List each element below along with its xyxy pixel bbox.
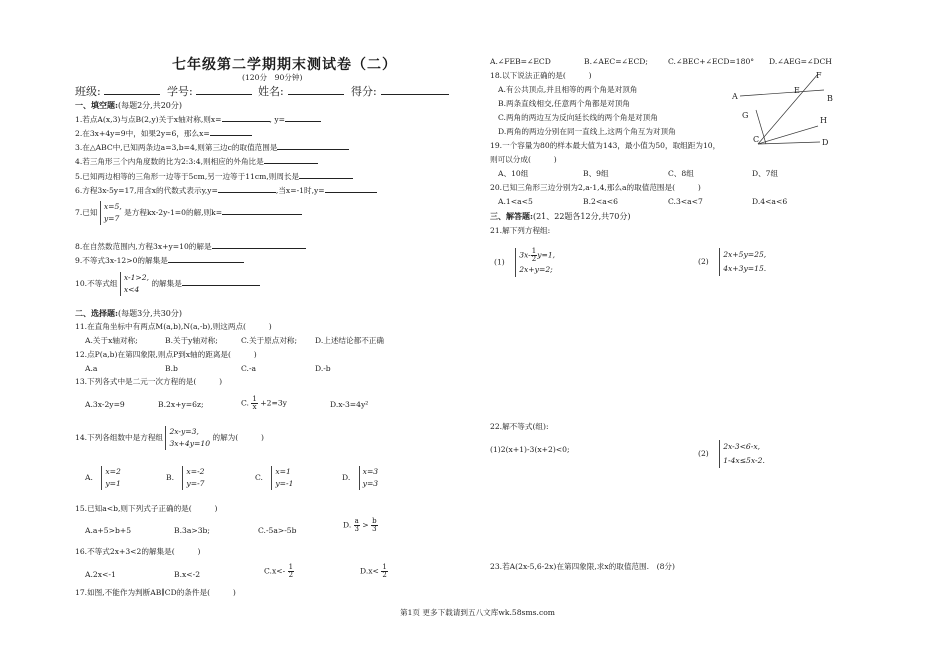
label-e: E	[794, 86, 800, 95]
q11-option-a: A.关于x轴对称;	[85, 336, 138, 345]
q14-a-system	[101, 466, 120, 490]
label-c: C	[753, 135, 760, 144]
q17-option-b: B.∠AEC=∠ECD;	[584, 57, 648, 66]
no-blank	[196, 86, 252, 95]
q14-text-a: 14.下列各组数中是方程组	[75, 433, 164, 442]
q21-p2-eq2: 4x+3y=15.	[723, 264, 767, 273]
q18-option-a: A.有公共顶点,并且相等的两个角是对顶角	[498, 85, 638, 94]
question-6	[75, 184, 377, 195]
q17-option-c: C.∠BEC+∠ECD=180°	[668, 57, 755, 66]
question-19-line1: 19.一个容量为80的样本最大值为143，最小值为50，取组距为10，	[490, 141, 721, 150]
label-h: H	[820, 116, 827, 125]
q5-text: 5.已知两边相等的三角形一边等于5cm,另一边等于11cm,则周长是	[75, 172, 300, 181]
q20-option-c: C.3<a<7	[668, 197, 703, 206]
q14-d-label: D.	[342, 473, 351, 482]
q14-c-eq1: x=1	[275, 467, 291, 476]
q22-p2-eq1: 2x-3<6-x,	[723, 442, 761, 451]
q14-d-eq2: y=3	[362, 479, 379, 488]
q18-option-b: B.两条直线相交,任意两个角都是对顶角	[498, 99, 630, 108]
q15-option-a: A.a+5>b+5	[85, 526, 132, 535]
q10-blank	[182, 277, 260, 286]
q15-option-d	[343, 518, 378, 533]
q21-p1-eq1-a: 3x-	[519, 250, 531, 260]
info-class-label: 班级:	[75, 85, 101, 98]
q16-d-den: 2	[382, 571, 387, 579]
q14-eq1: 2x-y=3,	[169, 427, 199, 436]
q1-text-b: , y=	[269, 115, 285, 124]
q14-d-eq1: x=3	[362, 467, 379, 476]
label-a: A	[732, 92, 738, 101]
q21-part1	[494, 248, 555, 277]
q14-b-system	[182, 466, 204, 490]
q8-text: 8.在自然数范围内,方程3x+y=10的解是	[75, 242, 212, 251]
q21-p1-frac-num: 1	[531, 247, 537, 255]
q13-frac-den: x	[252, 403, 257, 411]
q14-c-eq2: y=-1	[275, 479, 294, 488]
q16-option-b: B.x<-2	[174, 570, 201, 579]
question-19-line2: 则可以分成( )	[490, 155, 557, 164]
question-1	[75, 113, 321, 124]
q13-option-a: A.3x-2y=9	[85, 400, 125, 409]
q21-p1-frac-den: 2	[531, 255, 537, 263]
q16-c-label: C.x<-	[264, 566, 286, 576]
q10-eq2: x<4	[123, 285, 140, 294]
q17-option-a: A.∠FEB=∠ECD	[490, 57, 551, 66]
q15-frac-a-den: 3	[354, 525, 359, 533]
q9-text: 9.不等式3x-12>0的解集是	[75, 256, 168, 265]
q20-option-d: D.4<a<6	[752, 197, 788, 206]
q21-part2	[698, 248, 766, 276]
q15-frac-a	[354, 518, 360, 533]
q6-blank-b	[325, 184, 377, 193]
q14-c-label: C.	[255, 473, 263, 482]
q7-text-b: 是方程kx-2y-1=0的解,则k=	[124, 208, 223, 217]
q14-a-eq1: x=2	[105, 467, 121, 476]
q13-option-d: D.x-3=4y²	[330, 400, 369, 409]
q14-system	[165, 426, 210, 450]
q2-text: 2.在3x+4y=9中，如果2y=6，那么x=	[75, 129, 210, 138]
class-blank	[104, 86, 160, 95]
q10-system	[120, 272, 149, 296]
q7-blank	[222, 206, 302, 215]
q17-option-d: D.∠AEG=∠DCH	[769, 57, 832, 66]
q15-frac-b-den: 3	[372, 525, 377, 533]
q6-blank-a	[218, 184, 276, 193]
q1-blank-x	[222, 113, 270, 122]
q15-frac-a-num: a	[354, 517, 359, 525]
q15-frac-b-num: b	[372, 517, 377, 525]
q15-d-label: D.	[343, 520, 352, 530]
q14-option-c	[255, 466, 293, 490]
question-3	[75, 141, 349, 152]
q18-option-c: C.两角的两边互为反向延长线的两个角是对顶角	[498, 113, 658, 122]
line-ch	[758, 126, 818, 144]
q10-text-a: 10.不等式组	[75, 279, 118, 288]
q14-a-eq2: y=1	[105, 479, 121, 488]
info-no-label: 学号:	[167, 85, 193, 98]
q16-c-fraction	[288, 564, 294, 579]
q21-p2-label: (2)	[698, 257, 709, 266]
q20-option-b: B.2<a<6	[583, 197, 618, 206]
page-subtitle: (120分 90分钟)	[242, 73, 303, 82]
q1-text: 1.若点A(x,3)与点B(2,y)关于x轴对称,则x=	[75, 115, 222, 124]
q12-option-a: A.a	[85, 364, 98, 373]
parallel-lines-figure	[728, 68, 840, 152]
question-18: 18.以下说法正确的是( )	[490, 71, 592, 80]
q14-option-d	[342, 466, 378, 490]
q14-d-system	[359, 466, 378, 490]
q18-option-d: D.两角的两边分别在同一直线上,这两个角互为对顶角	[498, 127, 676, 136]
q16-d-num: 1	[382, 563, 387, 571]
q5-blank	[299, 170, 353, 179]
q19-option-c: C、8组	[668, 169, 694, 178]
question-13: 13.下列各式中是二元一次方程的是( )	[75, 377, 223, 386]
q15-option-c: C.-5a>-5b	[258, 526, 297, 535]
q12-option-b: B.b	[165, 364, 178, 373]
info-name-label: 姓名:	[258, 85, 284, 98]
q20-option-a: A.1<a<5	[498, 197, 533, 206]
q13-c-fraction	[251, 396, 257, 411]
q14-text-b: 的解为( )	[212, 433, 264, 442]
question-7	[75, 201, 302, 225]
section1-title: 一、填空题:	[75, 100, 118, 110]
q22-part1: (1)2(x+1)-3(x+2)<0;	[490, 445, 570, 454]
q15-frac-b	[371, 518, 377, 533]
q22-part2	[698, 440, 765, 468]
q11-option-d: D.上述结论都不正确	[315, 336, 384, 345]
q14-option-b	[166, 466, 204, 490]
q14-eq2: 3x+4y=10	[169, 439, 211, 448]
q19-option-a: A、10组	[498, 169, 529, 178]
label-f: F	[816, 71, 822, 80]
q13-frac-num: 1	[252, 395, 257, 403]
q21-p2-system	[719, 248, 766, 276]
q1-blank-y	[285, 113, 321, 122]
q8-blank	[212, 240, 306, 249]
q16-c-den: 2	[288, 571, 294, 579]
q13-c-label: C.	[241, 398, 249, 408]
question-2	[75, 127, 252, 138]
q13-c-rest: +2=3y	[260, 398, 287, 408]
question-10	[75, 272, 260, 296]
q7-text-a: 7.已知	[75, 208, 98, 217]
q14-b-eq2: y=-7	[186, 479, 205, 488]
q14-option-a	[85, 466, 121, 490]
section2-heading	[75, 308, 182, 319]
question-4	[75, 155, 318, 166]
q4-text: 4.若三角形三个内角度数的比为2:3:4,则相应的外角比是	[75, 157, 264, 166]
q16-d-label: D.x<	[360, 566, 379, 576]
section3-heading	[490, 211, 630, 222]
line-fc	[758, 74, 818, 144]
section2-desc: (每题3分,共30分)	[117, 309, 183, 318]
question-5	[75, 170, 353, 181]
q9-blank	[168, 254, 244, 263]
q15-option-b: B.3a>3b;	[174, 526, 210, 535]
q22-p2-label: (2)	[698, 449, 709, 458]
section3-title: 三、解答题:	[490, 211, 533, 221]
q4-blank	[264, 155, 318, 164]
q16-c-num: 1	[288, 563, 294, 571]
q13-option-c	[241, 396, 287, 411]
q21-p1-label: (1)	[494, 257, 505, 267]
line-ab	[740, 90, 824, 96]
q14-b-label: B.	[166, 473, 174, 482]
question-9	[75, 254, 244, 265]
page-title: 七年级第二学期期末测试卷（二）	[172, 57, 397, 73]
q12-option-c: C.-a	[241, 364, 257, 373]
q11-option-c: C.关于原点对称;	[241, 336, 298, 345]
q22-p2-system	[719, 440, 765, 468]
q12-option-d: D.-b	[315, 364, 331, 373]
q11-option-b: B.关于y轴对称;	[165, 336, 218, 345]
q13-option-b: B.2x+y=6z;	[158, 400, 204, 409]
q7-eq2: y=7	[103, 214, 120, 223]
q16-option-a: A.2x<-1	[85, 570, 116, 579]
page-footer: 第1页 更多下载请到五八文库wk.58sms.com	[400, 608, 555, 617]
info-score-label: 得分:	[351, 85, 377, 98]
q21-p2-eq1: 2x+5y=25,	[723, 250, 767, 259]
question-20: 20.已知三角形三边分别为2,a-1,4,那么a的取值范围是( )	[490, 183, 701, 192]
q19-option-b: B、9组	[583, 169, 609, 178]
section1-desc: (每题2分,共20分)	[117, 101, 183, 110]
question-16: 16.不等式2x+3<2的解集是( )	[75, 547, 201, 556]
q14-c-system	[271, 466, 293, 490]
question-8	[75, 240, 306, 251]
label-g: G	[742, 111, 749, 120]
q6-text: 6.方程3x-5y=17,用含x的代数式表示y,y=	[75, 186, 218, 195]
q3-text: 3.在△ABC中,已知两条边a=3,b=4,则第三边c的取值范围是	[75, 143, 278, 152]
section2-title: 二、选择题:	[75, 308, 118, 318]
q16-d-fraction	[381, 564, 387, 579]
q6-text-b: ,当x=-1时,y=	[275, 186, 325, 195]
q3-blank	[277, 141, 349, 150]
section1-heading	[75, 100, 182, 111]
q22-p2-eq2: 1-4x≤5x-2.	[723, 456, 765, 465]
question-23: 23.若A(2x-5,6-2x)在第四象限,求x的取值范围. (8分)	[490, 562, 675, 571]
q15-gt: >	[362, 520, 369, 530]
q7-eq1: x=5,	[103, 202, 122, 211]
q7-system	[100, 201, 122, 225]
label-b: B	[827, 94, 833, 103]
q19-option-d: D、7组	[752, 169, 779, 178]
label-d: D	[822, 138, 829, 147]
section3-desc: (21、22题各12分,共70分)	[532, 212, 631, 221]
line-cd	[758, 142, 820, 144]
score-blank	[381, 86, 449, 95]
q21-p1-eq2: 2x+y=2;	[519, 265, 553, 274]
q16-option-c	[264, 564, 294, 579]
question-11: 11.在直角坐标中有两点M(a,b),N(a,-b),则这两点( )	[75, 322, 272, 331]
question-17: 17.如图,不能作为判断AB∥CD的条件是( )	[75, 588, 236, 597]
question-14	[75, 426, 264, 450]
q14-b-eq1: x=-2	[186, 467, 205, 476]
q10-text-b: 的解集是	[151, 279, 182, 288]
q21-p1-system	[515, 248, 555, 277]
q10-eq1: x-1>2,	[123, 273, 150, 282]
name-blank	[288, 86, 344, 95]
q16-option-d	[360, 564, 388, 579]
q21-p1-eq1-b: y=1,	[537, 250, 556, 260]
q2-blank	[210, 127, 252, 136]
question-22: 22.解不等式(组):	[490, 422, 549, 431]
question-21: 21.解下列方程组:	[490, 226, 551, 235]
question-15: 15.已知a<b,则下列式子正确的是( )	[75, 504, 218, 513]
question-12: 12.点P(a,b)在第四象限,则点P到x轴的距离是( )	[75, 350, 257, 359]
q14-a-label: A.	[85, 473, 93, 482]
